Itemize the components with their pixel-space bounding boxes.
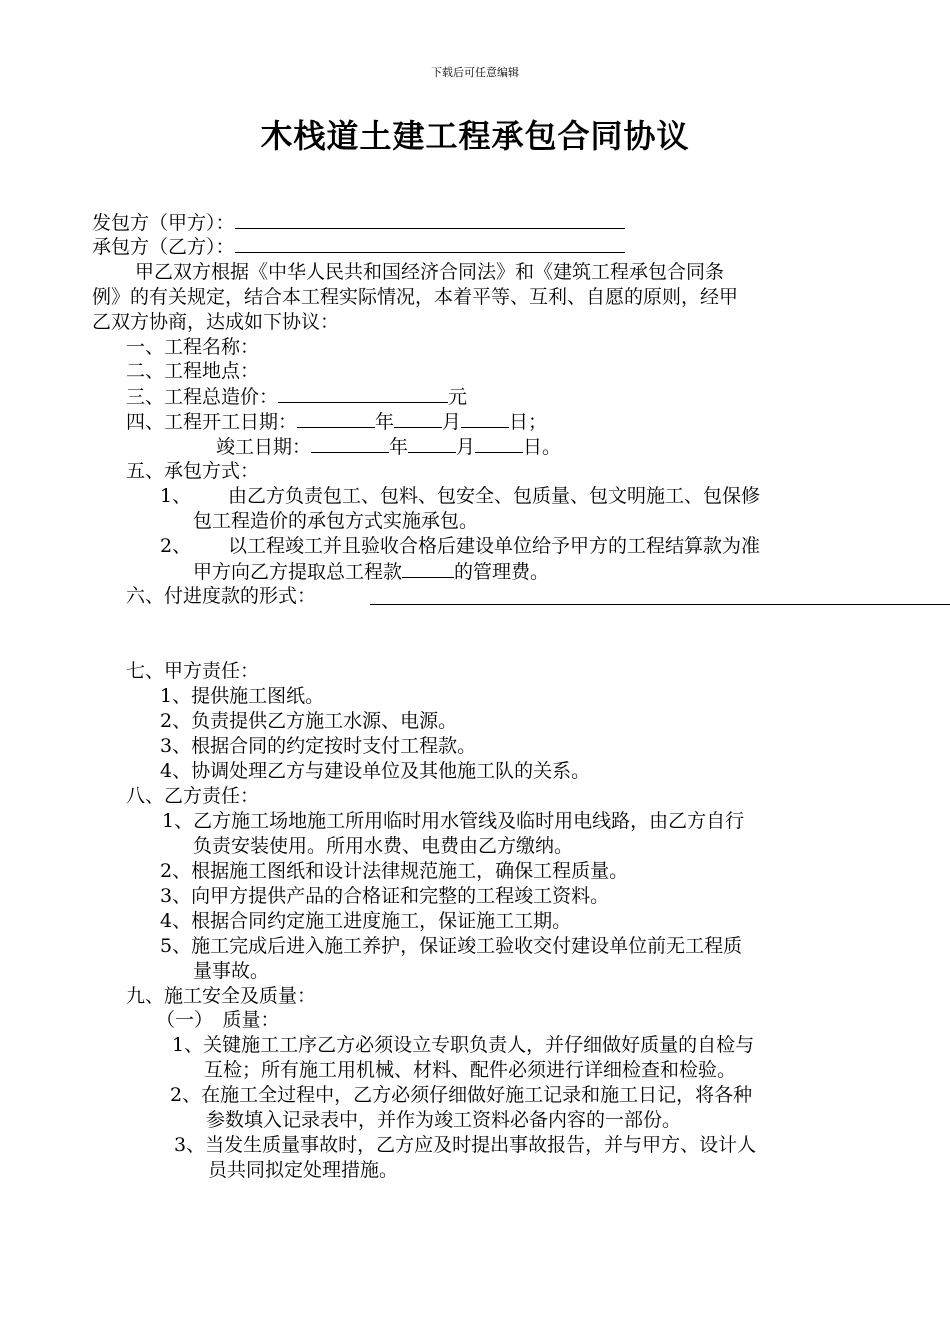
list-item: 5、施工完成后进入施工养护，保证竣工验收交付建设单位前无工程质 xyxy=(160,935,743,957)
list-item-cont: 参数填入记录表中，并作为竣工资料必备内容的一部份。 xyxy=(206,1109,682,1131)
day-label: 日。 xyxy=(523,436,562,458)
intro-line: 甲乙双方根据《中华人民共和国经济合同法》和《建筑工程承包合同条 xyxy=(135,261,725,283)
payment-form-blank xyxy=(370,604,950,605)
list-item-cont: 量事故。 xyxy=(193,960,270,982)
list-item-cont: 互检；所有施工用机械、材料、配件必须进行详细检查和检验。 xyxy=(204,1059,737,1081)
list-item: 1、乙方施工场地施工所用临时用水管线及临时用电线路，由乙方自行 xyxy=(162,810,745,832)
list-item-cont: 员共同拟定处理措施。 xyxy=(208,1159,399,1181)
completion-date-label: 竣工日期： xyxy=(216,436,312,458)
total-cost-blank xyxy=(278,384,448,403)
s5-item-1-text: 由乙方负责包工、包料、包安全、包质量、包文明施工、包保修 xyxy=(228,485,761,507)
s5-item-2-text-cont xyxy=(193,559,549,584)
section-6-payment-form: 六、付进度款的形式： xyxy=(126,585,317,607)
list-item: 1、关键施工工序乙方必须设立专职负责人，并仔细做好质量的自检与 xyxy=(172,1034,755,1056)
header-note: 下载后可任意编辑 xyxy=(431,66,519,79)
intro-line: 乙双方协商，达成如下协议： xyxy=(92,311,340,333)
section-2-project-location: 二、工程地点： xyxy=(126,360,260,382)
party-a-label: 发包方（甲方）： xyxy=(92,212,235,234)
year-label: 年 xyxy=(375,411,395,433)
section-4-start-date xyxy=(126,409,547,434)
section-7-party-a-duties: 七、甲方责任： xyxy=(126,660,260,682)
section-8-party-b-duties: 八、乙方责任： xyxy=(126,785,260,807)
start-day-blank xyxy=(461,409,509,428)
list-item: 2、负责提供乙方施工水源、电源。 xyxy=(160,710,458,732)
s5-item-1-text-cont: 包工程造价的承包方式实施承包。 xyxy=(193,510,479,532)
list-item: 3、根据合同的约定按时支付工程款。 xyxy=(160,735,477,757)
start-month-blank xyxy=(394,409,442,428)
party-a-line xyxy=(92,210,625,235)
total-cost-label: 三、工程总造价： xyxy=(126,386,279,408)
section-5-contract-method: 五、承包方式： xyxy=(126,460,260,482)
management-fee-text: 甲方向乙方提取总工程款 xyxy=(193,561,403,583)
list-item: 4、协调处理乙方与建设单位及其他施工队的关系。 xyxy=(160,760,591,782)
party-b-line xyxy=(92,234,625,259)
list-item: 3、当发生质量事故时，乙方应及时提出事故报告，并与甲方、设计人 xyxy=(174,1134,757,1156)
list-item: 2、根据施工图纸和设计法律规范施工，确保工程质量。 xyxy=(160,860,629,882)
start-year-blank xyxy=(297,409,375,428)
s5-item-2-text: 以工程竣工并且验收合格后建设单位给予甲方的工程结算款为准 xyxy=(228,535,761,557)
year-label: 年 xyxy=(389,436,409,458)
management-fee-blank xyxy=(402,559,454,578)
list-item: 2、在施工全过程中，乙方必须仔细做好施工记录和施工日记，将各种 xyxy=(170,1084,753,1106)
document-title: 木栈道土建工程承包合同协议 xyxy=(260,117,690,155)
party-a-blank xyxy=(235,210,625,229)
end-month-blank xyxy=(408,434,456,453)
day-label: 日； xyxy=(509,411,548,433)
subsection-quality: （一） 质量： xyxy=(156,1009,280,1031)
month-label: 月 xyxy=(442,411,462,433)
section-9-safety-quality: 九、施工安全及质量： xyxy=(126,985,317,1007)
list-item: 4、根据合同约定施工进度施工，保证施工工期。 xyxy=(160,910,572,932)
party-b-blank xyxy=(235,234,625,253)
section-1-project-name: 一、工程名称： xyxy=(126,336,260,358)
completion-date xyxy=(216,434,561,459)
s5-item-1-number: 1、 xyxy=(160,485,192,507)
end-day-blank xyxy=(475,434,523,453)
end-year-blank xyxy=(311,434,389,453)
currency-unit: 元 xyxy=(448,386,468,408)
list-item-cont: 负责安装使用。所用水费、电费由乙方缴纳。 xyxy=(193,835,574,857)
section-3-total-cost xyxy=(126,384,467,409)
month-label: 月 xyxy=(456,436,476,458)
start-date-label: 四、工程开工日期： xyxy=(126,411,298,433)
s5-item-2-number: 2、 xyxy=(160,535,192,557)
management-fee-suffix: 的管理费。 xyxy=(454,561,550,583)
list-item: 1、提供施工图纸。 xyxy=(160,685,325,707)
party-b-label: 承包方（乙方）： xyxy=(92,236,235,258)
intro-line: 例》的有关规定，结合本工程实际情况，本着平等、互利、自愿的原则，经甲 xyxy=(92,286,739,308)
list-item: 3、向甲方提供产品的合格证和完整的工程竣工资料。 xyxy=(160,885,610,907)
